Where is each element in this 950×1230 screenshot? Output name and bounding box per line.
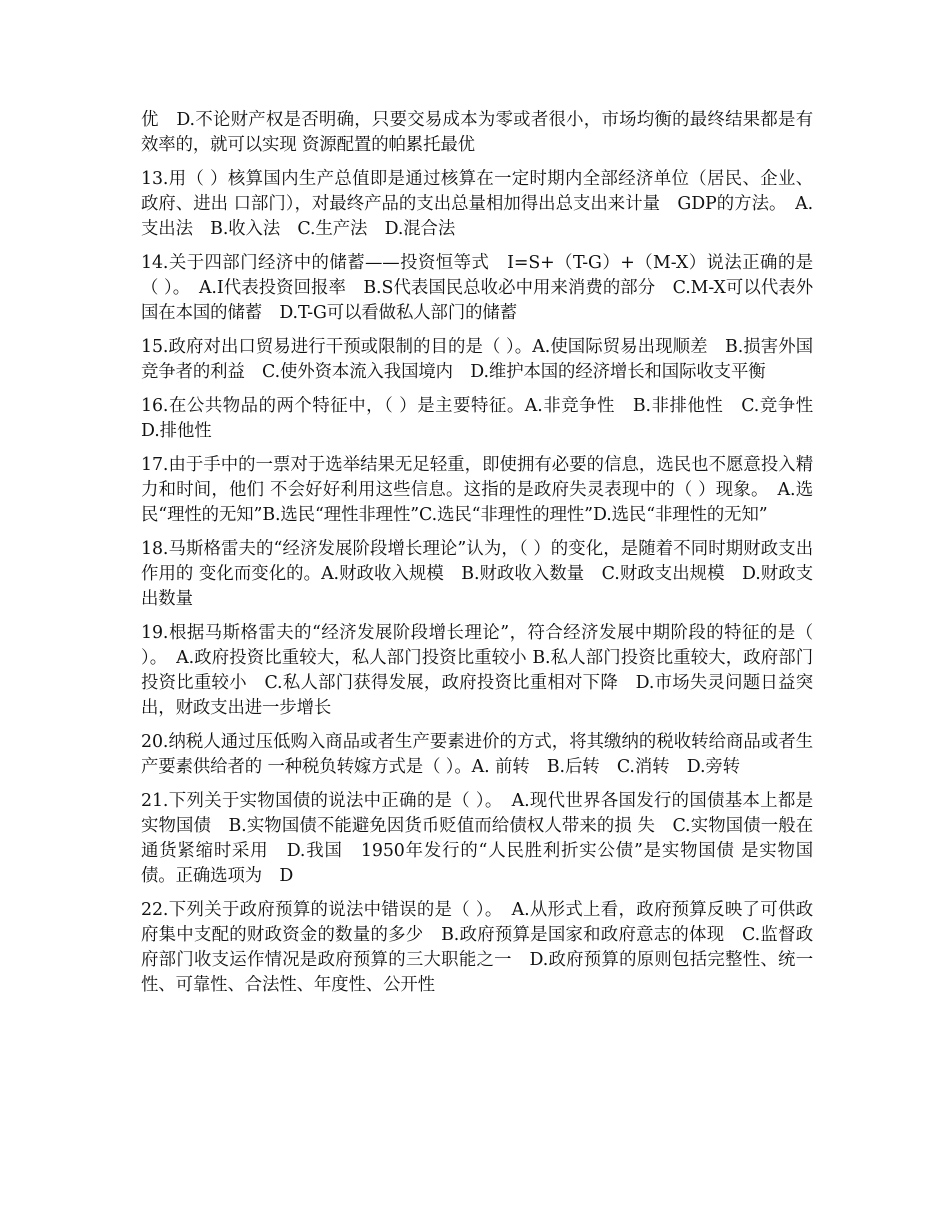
paragraph-q12-tail: 优 D.不论财产权是否明确，只要交易成本为零或者很小，市场均衡的最终结果都是有效率的，就可以实现 资源配置的帕累托最优 — [141, 110, 813, 155]
paragraph-q19: 19.根据马斯格雷夫的“经济发展阶段增长理论”，符合经济发展中期阶段的特征的是（ ）。 A.政府投资比重较大，私人部门投资比重较小 B.私人部门投资比重较大，政府部门投资比重较小 C.私人部门获得发展，政府投资比重相对下降 D.市场失灵问题日益突出，财政支出进一步增长 — [141, 623, 813, 718]
paragraph-q15: 15.政府对出口贸易进行干预或限制的目的是（ ）。A.使国际贸易出现顺差 B.损害外国竞争者的利益 C.使外资本流入我国境内 D.维护本国的经济增长和国际收支平衡 — [141, 337, 813, 382]
paragraph-q18: 18.马斯格雷夫的“经济发展阶段增长理论”认为，（ ）的变化，是随着不同时期财政支出作用的 变化而变化的。A.财政收入规模 B.财政收入数量 C.财政支出规模 D.财政支出数量 — [141, 539, 813, 609]
paragraph-q14: 14.关于四部门经济中的储蓄——投资恒等式 I=S+（T-G）+（M-X）说法正确的是（ ）。 A.I代表投资回报率 B.S代表国民总收必中用来消费的部分 C.M-X可以代表外国在本国的储蓄 D.T-G可以看做私人部门的储蓄 — [141, 253, 813, 323]
paragraph-q17: 17.由于手中的一票对于选举结果无足轻重，即使拥有必要的信息，选民也不愿意投入精力和时间，他们 不会好好利用这些信息。这指的是政府失灵表现中的（ ）现象。 A.选民“理性的无知”B.选民“理性非理性”C.选民“非理性的理性”D.选民“非理性的无知” — [141, 455, 813, 525]
document-body — [141, 108, 813, 1007]
paragraph-q20: 20.纳税人通过压低购入商品或者生产要素进价的方式，将其缴纳的税收转给商品或者生产要素供给者的 一种税负转嫁方式是（ ）。A. 前转 B.后转 C.消转 D.旁转 — [141, 732, 813, 777]
paragraph-q16: 16.在公共物品的两个特征中，（ ）是主要特征。A.非竞争性 B.非排他性 C.竞争性 D.排他性 — [141, 396, 813, 441]
paragraph-q22: 22.下列关于政府预算的说法中错误的是（ ）。 A.从形式上看，政府预算反映了可供政府集中支配的财政资金的数量的多少 B.政府预算是国家和政府意志的体现 C.监督政府部门收支运作情况是政府预算的三大职能之一 D.政府预算的原则包括完整性、统一性、可靠性、合法性、年度性、公开性 — [141, 900, 813, 995]
paragraph-q21: 21.下列关于实物国债的说法中正确的是（ ）。 A.现代世界各国发行的国债基本上都是实物国债 B.实物国债不能避免因货币贬值而给债权人带来的损 失 C.实物国债一般在通货紧缩时采用 D.我国 1950年发行的“人民胜利折实公债”是实物国债 是实物国债。正确选项为 D — [141, 791, 813, 886]
paragraph-q13: 13.用（ ）核算国内生产总值即是通过核算在一定时期内全部经济单位（居民、企业、政府、进出 口部门），对最终产品的支出总量相加得出总支出来计量 GDP的方法。 A.支出法 B.收入法 C.生产法 D.混合法 — [141, 169, 813, 239]
